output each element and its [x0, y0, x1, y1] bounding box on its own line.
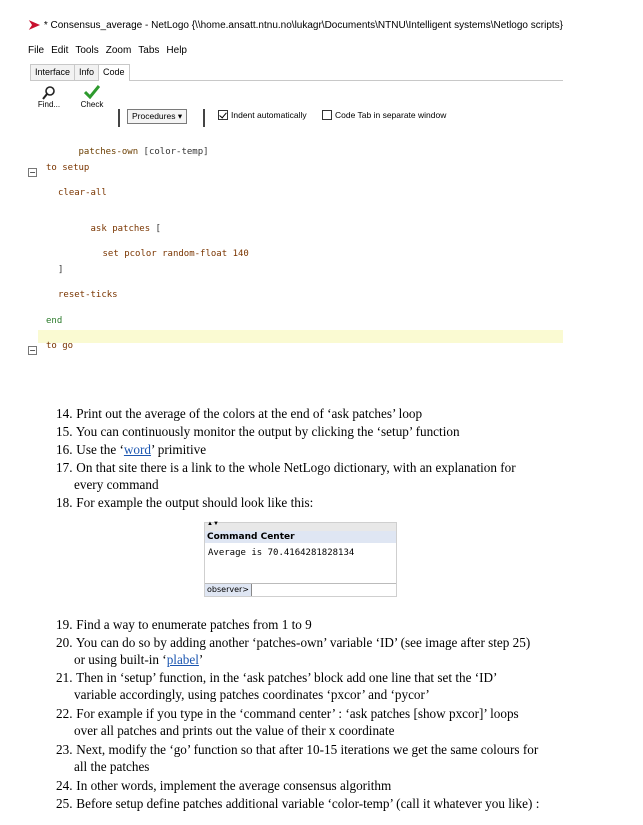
separate-window-checkbox[interactable] [322, 110, 446, 120]
code-line-end: end [46, 316, 63, 326]
caret-down-icon: ▾ [177, 111, 183, 121]
list-item: 19. Find a way to enumerate patches from 1 to 9 [56, 617, 312, 632]
current-line-highlight [38, 330, 563, 343]
command-center-output: Average is 70.4164281828134 [208, 548, 355, 558]
list-item: 17. On that site there is a link to the whole NetLogo dictionary, with an explanation for [56, 460, 516, 475]
checkbox-unchecked-icon [322, 110, 332, 120]
list-item-continuation: variable accordingly, using patches coordinates ‘pxcor’ and ‘pycor’ [74, 687, 430, 702]
indent-label: Indent automatically [231, 110, 307, 120]
list-item: 22. For example if you type in the ‘command center’ : ‘ask patches [show pxcor]’ loops [56, 706, 519, 721]
toolbar-divider [203, 109, 205, 127]
command-center-screenshot [204, 522, 397, 597]
code-line-ask-patches: ask patches [ [90, 224, 161, 234]
code-line-close-bracket: ] [58, 265, 64, 275]
code-line-patches-own: patches-own [color-temp] [78, 147, 209, 157]
tab-code[interactable]: Code [98, 64, 130, 81]
list-item-continuation: every command [74, 477, 159, 492]
command-center-resize-bar [205, 523, 396, 531]
observer-label: observer> [205, 584, 252, 596]
command-center-title: Command Center [205, 531, 396, 543]
fold-toggle-icon[interactable]: − [29, 168, 36, 177]
list-item: 25. Before setup define patches additional variable ‘color-temp’ (call it whatever you like) : [56, 796, 540, 811]
tab-info[interactable]: Info [74, 64, 99, 80]
list-item: 24. In other words, implement the average consensus algorithm [56, 778, 392, 793]
window-title: * Consensus_average - NetLogo {\\home.ansatt.ntnu.no\lukagr\Documents\NTNU\Intelligent systems\Netlogo scripts} [43, 19, 563, 31]
plabel-link[interactable]: plabel [166, 652, 199, 667]
code-toolbar [30, 82, 563, 130]
up-down-arrows-icon: ▲▼ [207, 521, 219, 527]
procedures-label: Procedures [132, 111, 176, 121]
list-item: 16. Use the ‘word’ primitive [56, 442, 207, 457]
word-link[interactable]: word [123, 442, 152, 457]
title-bar [28, 16, 563, 34]
list-item: 18. For example the output should look like this: [56, 495, 314, 510]
toolbar-divider [118, 109, 120, 127]
code-line-clear-all: clear-all [58, 188, 107, 198]
list-item: 15. You can continuously monitor the output by clicking the ‘setup’ function [56, 424, 460, 439]
search-icon [42, 86, 56, 100]
list-item: 20. You can do so by adding another ‘patches-own’ variable ‘ID’ (see image after step 25) [56, 635, 531, 650]
menu-file[interactable]: File [28, 45, 45, 56]
list-item-continuation: all the patches [74, 759, 150, 774]
check-button[interactable] [78, 100, 106, 109]
menu-tools[interactable]: Tools [75, 45, 99, 56]
tab-interface[interactable]: Interface [30, 64, 75, 80]
tab-bar [30, 64, 563, 81]
code-editor[interactable] [28, 130, 563, 355]
separate-label: Code Tab in separate window [335, 110, 447, 120]
menu-help[interactable]: Help [166, 45, 187, 56]
find-label: Find... [37, 100, 61, 109]
menu-edit[interactable]: Edit [51, 45, 69, 56]
code-line-to-setup: to setup [46, 163, 90, 173]
list-item: 21. Then in ‘setup’ function, in the ‘ask patches’ block add one line that set the ‘ID’ [56, 670, 498, 685]
menu-zoom[interactable]: Zoom [105, 45, 132, 56]
procedures-dropdown[interactable] [127, 109, 187, 124]
code-line-reset-ticks: reset-ticks [58, 290, 118, 300]
fold-toggle-icon[interactable]: − [29, 346, 36, 355]
find-button[interactable] [36, 100, 62, 109]
indent-automatically-checkbox[interactable] [218, 110, 307, 120]
list-item: 23. Next, modify the ‘go’ function so that after 10-15 iterations we get the same colours for [56, 742, 539, 757]
netlogo-logo-icon [28, 18, 41, 32]
list-item-continuation: over all patches and prints out the value of their x coordinate [74, 723, 395, 738]
check-label: Check [80, 100, 104, 109]
menu-bar [28, 45, 194, 56]
code-line-set-pcolor: set pcolor random-float 140 [102, 249, 249, 259]
observer-input-row[interactable] [205, 583, 396, 596]
list-item: 14. Print out the average of the colors at the end of ‘ask patches’ loop [56, 406, 423, 421]
netlogo-window-screenshot [28, 16, 563, 355]
menu-tabs[interactable]: Tabs [138, 45, 160, 56]
checkbox-checked-icon [218, 110, 228, 120]
code-line-to-go: to go [46, 341, 74, 351]
checkmark-icon [84, 85, 100, 99]
list-item-continuation: or using built-in ‘plabel’ [74, 652, 204, 667]
